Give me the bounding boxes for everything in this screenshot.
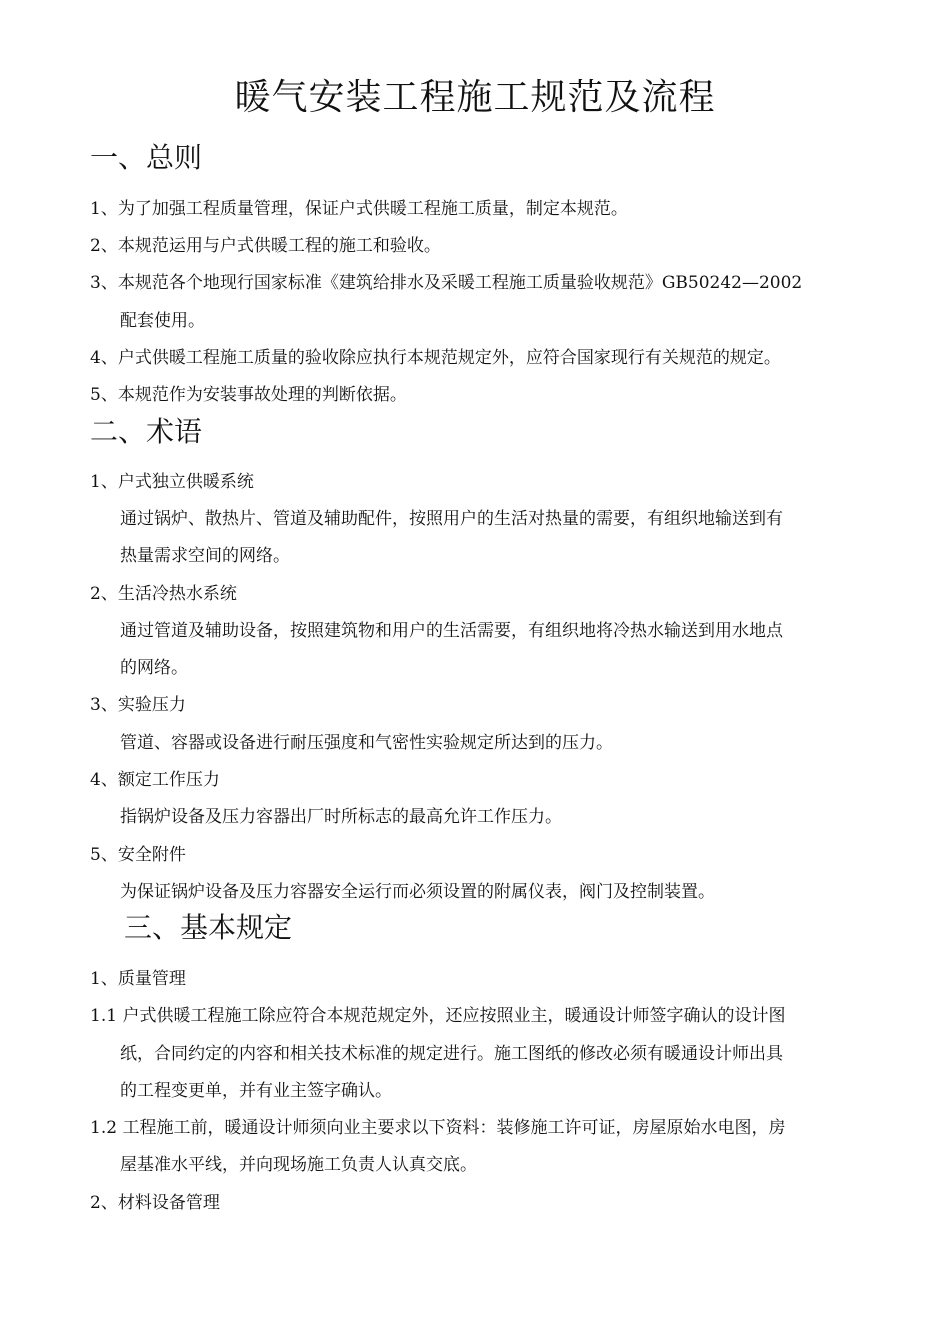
rule-paragraph-line: 1.1 户式供暖工程施工除应符合本规范规定外，还应按照业主，暖通设计师签字确认的设计图 (90, 1006, 786, 1026)
paragraph-line: 1、为了加强工程质量管理，保证户式供暖工程施工质量，制定本规范。 (90, 199, 628, 219)
paragraph-line: 配套使用。 (120, 311, 205, 331)
rule-heading: 1、质量管理 (90, 969, 186, 989)
document-title: 暖气安装工程施工规范及流程 (234, 77, 716, 118)
paragraph-line: 3、本规范各个地现行国家标准《建筑给排水及采暖工程施工质量验收规范》GB50242—2002 (90, 273, 803, 293)
term-definition-line: 管道、容器或设备进行耐压强度和气密性实验规定所达到的压力。 (120, 733, 613, 753)
paragraph-line: 2、本规范运用与户式供暖工程的施工和验收。 (90, 236, 441, 256)
term-heading: 5、安全附件 (90, 845, 186, 865)
term-heading: 2、生活冷热水系统 (90, 584, 237, 604)
rule-paragraph-line: 纸，合同约定的内容和相关技术标准的规定进行。施工图纸的修改必须有暖通设计师出具 (120, 1044, 783, 1064)
paragraph-line: 5、本规范作为安装事故处理的判断依据。 (90, 385, 407, 405)
rule-paragraph-line: 屋基准水平线，并向现场施工负责人认真交底。 (120, 1155, 477, 1175)
term-definition-line: 通过锅炉、散热片、管道及辅助配件，按照用户的生活对热量的需要，有组织地输送到有 (120, 509, 783, 529)
section-heading-basic-rules: 三、基本规定 (124, 911, 293, 944)
rule-paragraph-line: 1.2 工程施工前，暖通设计师须向业主要求以下资料：装修施工许可证，房屋原始水电图，房 (90, 1118, 786, 1138)
term-definition-line: 指锅炉设备及压力容器出厂时所标志的最高允许工作压力。 (120, 807, 562, 827)
paragraph-line: 4、户式供暖工程施工质量的验收除应执行本规范规定外，应符合国家现行有关规范的规定。 (90, 348, 781, 368)
rule-paragraph-line: 的工程变更单，并有业主签字确认。 (120, 1081, 392, 1101)
term-heading: 4、额定工作压力 (90, 770, 220, 790)
rule-heading: 2、材料设备管理 (90, 1193, 220, 1213)
term-definition-line: 的网络。 (120, 658, 188, 678)
term-heading: 1、户式独立供暖系统 (90, 472, 254, 492)
section-heading-general: 一、总则 (90, 141, 203, 174)
term-heading: 3、实验压力 (90, 695, 186, 715)
term-definition-line: 为保证锅炉设备及压力容器安全运行而必须设置的附属仪表，阀门及控制装置。 (120, 882, 715, 902)
term-definition-line: 通过管道及辅助设备，按照建筑物和用户的生活需要，有组织地将冷热水输送到用水地点 (120, 621, 783, 641)
term-definition-line: 热量需求空间的网络。 (120, 546, 290, 566)
section-heading-terms: 二、术语 (90, 415, 203, 448)
